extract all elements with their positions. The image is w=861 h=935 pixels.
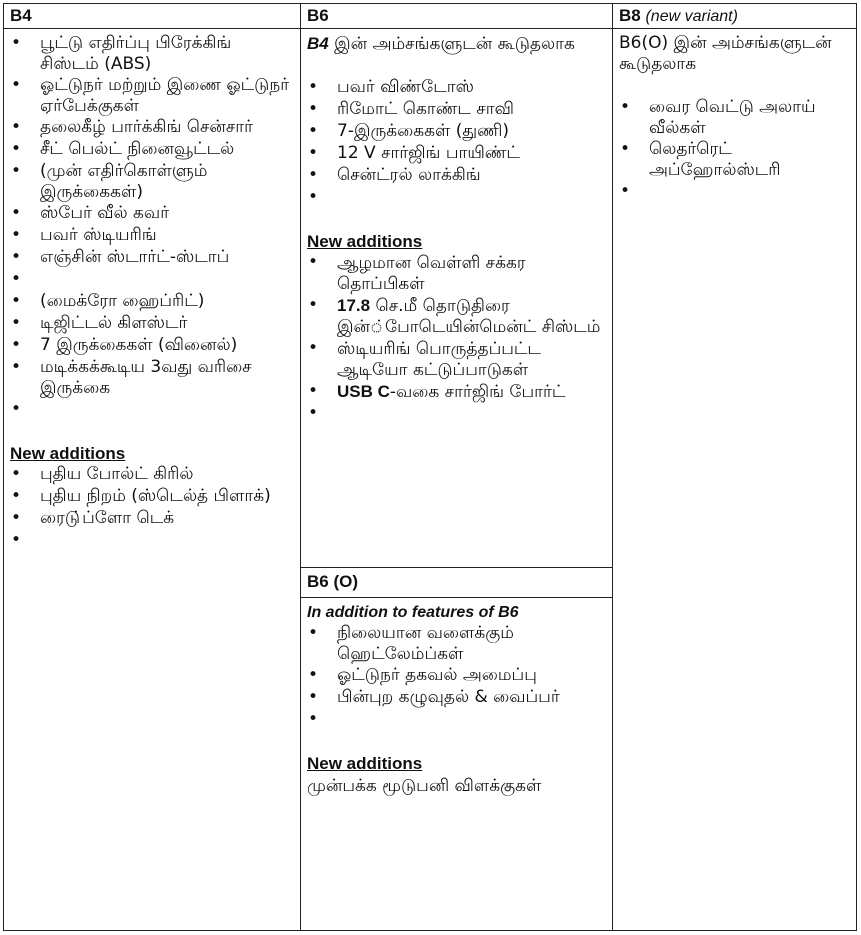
list-item [307, 709, 606, 731]
b6o-intro: In addition to features of B6 [307, 604, 519, 621]
b6o-section [301, 567, 612, 797]
list-item: • லெதர்ரெட் அப்ஹோல்ஸ்டரி [619, 139, 850, 181]
item-text: ஆழமான வெள்ளி சக்கர தொப்பிகள் [337, 253, 526, 294]
b6-intro-model: B4 [307, 34, 329, 53]
b6o-new-text: முன்பக்க மூடுபனி விளக்குகள் [307, 776, 542, 796]
list-item [619, 181, 850, 203]
column-b6-title: B6 [301, 4, 612, 29]
list-item [307, 295, 606, 338]
list-item: • புதிய போல்ட் கிரில் [10, 464, 294, 486]
column-b4-title: B4 [4, 4, 300, 29]
list-item: • பின்புற கழுவுதல் & வைப்பர் [307, 687, 606, 709]
list-item: • நிலையான வளைக்கும் ஹெட்லேம்ப்கள் [307, 623, 606, 665]
feature-table [3, 3, 857, 931]
item-text: -வகை சார்ஜிங் போர்ட் [389, 382, 566, 402]
b6-new-additions-heading: New additions [307, 232, 423, 251]
list-item: • சீட் பெல்ட் நினைவூட்டல் [10, 139, 294, 161]
b6o-new-additions-heading: New additions [307, 754, 423, 773]
column-b8 [612, 4, 856, 930]
b6-intro-text: இன் அம்சங்களுடன் கூடுதலாக [328, 34, 575, 54]
column-b4 [4, 4, 300, 930]
b4-new-list [10, 464, 294, 552]
list-item: • 7 இருக்கைகள் (வினைல்) [10, 335, 294, 357]
list-item [307, 403, 606, 425]
b8-intro: B6(O) இன் அம்சங்களுடன் கூடுதலாக [619, 33, 832, 74]
b4-new-additions-heading: New additions [10, 444, 126, 463]
item-bold: 17.8 [337, 296, 371, 315]
list-item: • (மைக்ரோ ஹைப்ரிட்) [10, 291, 294, 313]
item-bold: USB C [337, 382, 390, 401]
list-item: • எஞ்சின் ஸ்டார்ட்-ஸ்டாப் [10, 247, 294, 269]
column-b8-note: (new variant) [645, 8, 738, 25]
item-text: ஸ்டியரிங் பொருத்தப்பட்ட ஆடியோ கட்டுப்பாடுகள் [337, 339, 541, 380]
list-item: • புதிய நிறம் (ஸ்டெல்த் பிளாக்) [10, 486, 294, 508]
list-item: • ஸ்பேர் வீல் கவர் [10, 203, 294, 225]
list-item [10, 530, 294, 552]
list-item: • சென்ட்ரல் லாக்கிங் [307, 165, 606, 187]
list-item: • டிஜிட்டல் கிளஸ்டர் [10, 313, 294, 335]
list-item: • ரிமோட் கொண்ட சாவி [307, 99, 606, 121]
b6-feature-list [307, 77, 606, 209]
list-item: • பவர் விண்டோஸ் [307, 77, 606, 99]
list-item [10, 399, 294, 421]
b6-intro [307, 33, 606, 55]
list-item: • பூட்டு எதிர்ப்பு பிரேக்கிங் சிஸ்டம் (ABS) [10, 33, 294, 75]
list-item: • தலைகீழ் பார்க்கிங் சென்சார் [10, 117, 294, 139]
list-item: • ரைடு்ப்ளோ டெக் [10, 508, 294, 530]
b6o-title: B6 (O) [301, 567, 612, 598]
list-item [10, 269, 294, 291]
column-b8-header [613, 4, 856, 29]
list-item [307, 338, 606, 381]
list-item: • வைர வெட்டு அலாய் வீல்கள் [619, 97, 850, 139]
list-item: • மடிக்கக்கூடிய 3வது வரிசை இருக்கை [10, 357, 294, 399]
b4-feature-list [10, 33, 294, 421]
list-item [307, 252, 606, 295]
list-item: • (முன் எதிர்கொள்ளும் இருக்கைகள்) [10, 161, 294, 203]
b6-new-list [307, 252, 606, 425]
list-item: • 7-இருக்கைகள் (துணி) [307, 121, 606, 143]
list-item: • பவர் ஸ்டியரிங் [10, 225, 294, 247]
b8-feature-list [619, 97, 850, 203]
list-item: • ஓட்டுநர் தகவல் அமைப்பு [307, 665, 606, 687]
list-item: • ஓட்டுநர் மற்றும் இணை ஓட்டுநர் ஏர்பேக்குகள் [10, 75, 294, 117]
b6o-feature-list [307, 623, 606, 731]
column-b8-title: B8 [619, 6, 641, 25]
item-text: செ.மீ தொடுதிரை இன்்போடெயின்மென்ட் சிஸ்டம் [337, 296, 601, 337]
list-item [307, 187, 606, 209]
list-item [307, 381, 606, 403]
list-item: • 12 V சார்ஜிங் பாயிண்ட் [307, 143, 606, 165]
column-b6 [300, 4, 612, 930]
